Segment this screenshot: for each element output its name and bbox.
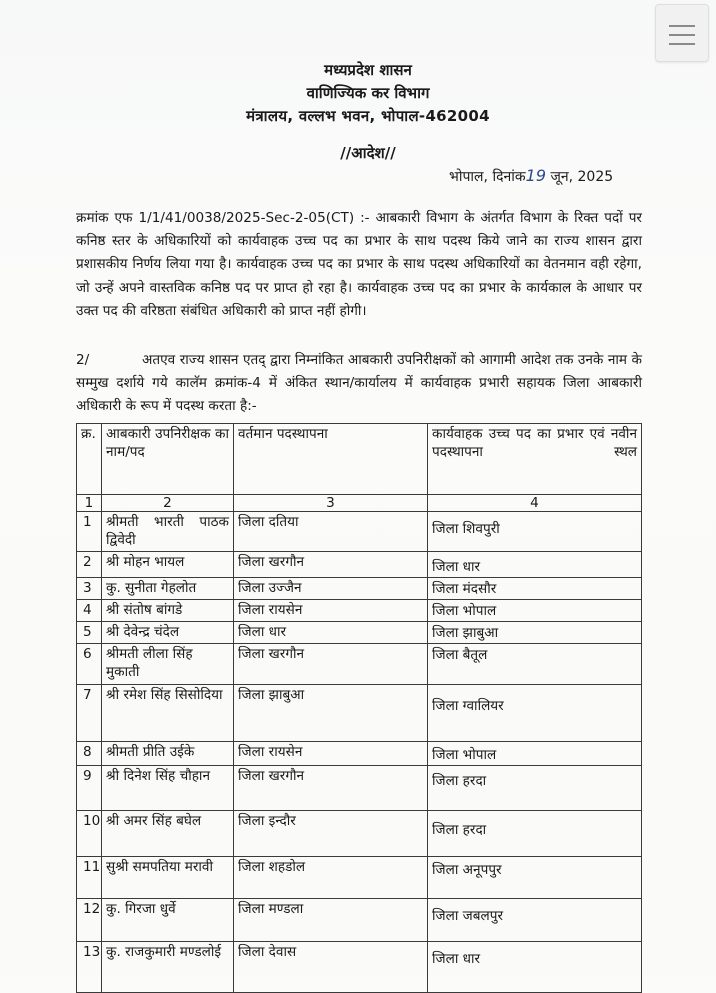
department-name: वाणिज्यिक कर विभाग bbox=[306, 84, 430, 102]
order-paragraph-1: क्रमांक एफ 1/1/41/0038/2025-Sec-2-05(CT) :- आबकारी विभाग के अंतर्गत विभाग के रिक्त पदों पर कनिष्ठ स्तर के अधिकारियों को कार्यवाहक उच्च पद का प्रभार के साथ पदस्थ किये जाने का राज्य शासन द्वारा प्रशासकीय निर्णय लिया गया है। कार्यवाहक उच्च पद का प्रभार के साथ पदस्थ अधिकारियों का वेतनमान वही रहेगा, जो उन्हें अपने वास्तविक कनिष्ठ पद पर प्राप्त हो रहा है। कार्यवाहक उच्च पद का प्रभार के कार्यकाल के आधार पर उक्त पद की वरिष्ठता संबंधित अधिकारी को प्राप्त नहीं होगी। bbox=[76, 210, 642, 319]
date-suffix: जून, 2025 bbox=[550, 169, 614, 185]
govt-name: मध्यप्रदेश शासन bbox=[324, 61, 412, 79]
cell-serial: 8 bbox=[77, 742, 102, 766]
table-row bbox=[77, 857, 642, 899]
cell-officer-name: श्री रमेश सिंह सिसोदिया bbox=[102, 685, 234, 742]
cell-serial: 1 bbox=[77, 512, 102, 552]
table-row bbox=[77, 742, 642, 766]
cell-current-posting: जिला देवास bbox=[234, 942, 428, 993]
cell-new-posting: जिला धार bbox=[428, 942, 642, 993]
paragraph-text: अतएव राज्य शासन एतद् द्वारा निम्नांकित आबकारी उपनिरीक्षकों को आगामी आदेश तक उनके नाम के सम्मुख दर्शाये गये कालॅम क्रमांक-4 में अंकित स्थान/कार्यालय में कार्यवाहक प्रभारी सहायक जिला आबकारी अधिकारी के रूप में पदस्थ करता है:- bbox=[76, 352, 642, 415]
cell-current-posting: जिला उज्जैन bbox=[234, 578, 428, 600]
cell-new-posting: जिला ग्वालियर bbox=[428, 685, 642, 742]
cell-serial: 2 bbox=[77, 552, 102, 578]
table-row bbox=[77, 899, 642, 942]
order-date bbox=[449, 166, 613, 186]
cell-current-posting: जिला खरगौन bbox=[234, 644, 428, 685]
menu-line bbox=[669, 43, 695, 45]
header-new-posting: कार्यवाहक उच्च पद का प्रभार एवं नवीन पदस्थापना स्थल bbox=[428, 424, 642, 495]
order-paragraph-2 bbox=[76, 349, 642, 419]
table-row bbox=[77, 512, 642, 552]
cell-officer-name: श्री संतोष बांगडे bbox=[102, 600, 234, 622]
cell-new-posting: जिला भोपाल bbox=[428, 742, 642, 766]
cell-serial: 7 bbox=[77, 685, 102, 742]
cell-officer-name: कु. गिरजा धुर्वे bbox=[102, 899, 234, 942]
cell-new-posting: जिला धार bbox=[428, 552, 642, 578]
cell-new-posting: जिला झाबुआ bbox=[428, 622, 642, 644]
cell-serial: 4 bbox=[77, 600, 102, 622]
cell-serial: 6 bbox=[77, 644, 102, 685]
column-number: 4 bbox=[428, 495, 642, 512]
cell-serial: 11 bbox=[77, 857, 102, 899]
paragraph-number: 2/ bbox=[76, 352, 90, 368]
table-row bbox=[77, 578, 642, 600]
cell-serial: 9 bbox=[77, 766, 102, 811]
cell-current-posting: जिला झाबुआ bbox=[234, 685, 428, 742]
table-row bbox=[77, 552, 642, 578]
menu-line bbox=[669, 25, 695, 27]
column-number: 1 bbox=[77, 495, 102, 512]
table-header-row bbox=[77, 424, 642, 495]
header-current-posting: वर्तमान पदस्थापना bbox=[234, 424, 428, 495]
cell-new-posting: जिला मंदसौर bbox=[428, 578, 642, 600]
cell-new-posting: जिला शिवपुरी bbox=[428, 512, 642, 552]
cell-officer-name: श्री दिनेश सिंह चौहान bbox=[102, 766, 234, 811]
table-row bbox=[77, 811, 642, 857]
table-row bbox=[77, 600, 642, 622]
cell-new-posting: जिला अनूपपुर bbox=[428, 857, 642, 899]
cell-officer-name: श्रीमती भारती पाठक द्विवेदी bbox=[102, 512, 234, 552]
cell-current-posting: जिला रायसेन bbox=[234, 742, 428, 766]
header-serial: क्र. bbox=[77, 424, 102, 495]
cell-serial: 5 bbox=[77, 622, 102, 644]
cell-current-posting: जिला खरगौन bbox=[234, 552, 428, 578]
cell-officer-name: श्री देवेन्द्र चंदेल bbox=[102, 622, 234, 644]
table-row bbox=[77, 766, 642, 811]
cell-officer-name: श्रीमती प्रीति उईके bbox=[102, 742, 234, 766]
cell-current-posting: जिला शहडोल bbox=[234, 857, 428, 899]
cell-new-posting: जिला बैतूल bbox=[428, 644, 642, 685]
cell-officer-name: श्रीमती लीला सिंह मुकाती bbox=[102, 644, 234, 685]
cell-current-posting: जिला धार bbox=[234, 622, 428, 644]
posting-table bbox=[76, 423, 642, 993]
office-address: मंत्रालय, वल्लभ भवन, भोपाल-462004 bbox=[246, 107, 490, 125]
table-row bbox=[77, 942, 642, 993]
cell-new-posting: जिला हरदा bbox=[428, 811, 642, 857]
column-number: 2 bbox=[102, 495, 234, 512]
order-title: //आदेश// bbox=[340, 144, 396, 162]
table-row bbox=[77, 622, 642, 644]
cell-current-posting: जिला दतिया bbox=[234, 512, 428, 552]
date-prefix: भोपाल, दिनांक bbox=[449, 169, 526, 185]
date-day-handwritten: 19 bbox=[525, 166, 547, 185]
cell-current-posting: जिला मण्डला bbox=[234, 899, 428, 942]
cell-current-posting: जिला खरगौन bbox=[234, 766, 428, 811]
header-name: आबकारी उपनिरीक्षक का नाम/पद bbox=[102, 424, 234, 495]
table-row bbox=[77, 644, 642, 685]
cell-current-posting: जिला इन्दौर bbox=[234, 811, 428, 857]
cell-serial: 10 bbox=[77, 811, 102, 857]
column-number: 3 bbox=[234, 495, 428, 512]
cell-new-posting: जिला भोपाल bbox=[428, 600, 642, 622]
cell-serial: 3 bbox=[77, 578, 102, 600]
hamburger-menu-icon[interactable] bbox=[655, 4, 709, 62]
column-number-row bbox=[77, 495, 642, 512]
cell-officer-name: कु. सुनीता गेहलोत bbox=[102, 578, 234, 600]
cell-officer-name: श्री अमर सिंह बघेल bbox=[102, 811, 234, 857]
cell-current-posting: जिला रायसेन bbox=[234, 600, 428, 622]
cell-new-posting: जिला जबलपुर bbox=[428, 899, 642, 942]
cell-officer-name: सुश्री समपतिया मरावी bbox=[102, 857, 234, 899]
cell-new-posting: जिला हरदा bbox=[428, 766, 642, 811]
table-row bbox=[77, 685, 642, 742]
menu-line bbox=[669, 34, 695, 36]
cell-officer-name: श्री मोहन भायल bbox=[102, 552, 234, 578]
cell-serial: 12 bbox=[77, 899, 102, 942]
cell-officer-name: कु. राजकुमारी मण्डलोई bbox=[102, 942, 234, 993]
cell-serial: 13 bbox=[77, 942, 102, 993]
